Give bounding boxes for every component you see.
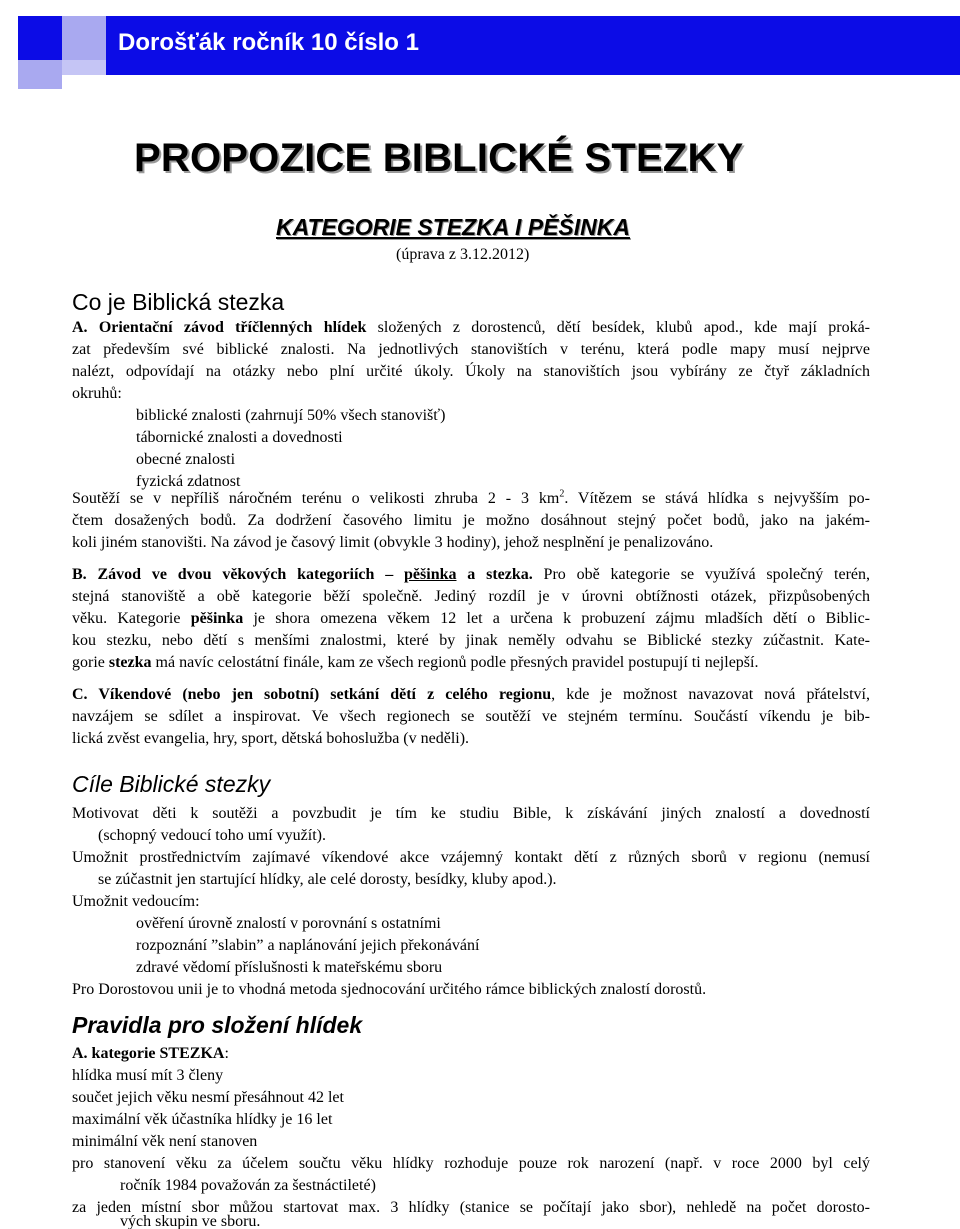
page-subtitle: KATEGORIE STEZKA I PĚŠINKA: [276, 214, 630, 240]
paragraph-line: se zúčastnit jen startující hlídky, ale celé dorosty, besídky, kluby apod.).: [98, 871, 557, 888]
list-item: minimální věk není stanoven: [72, 1133, 258, 1150]
list-item: za jeden místní sbor můžou startovat max. 3 hlídky (stanice se počítají jako sbor), nehledě na počet dorosto-: [72, 1199, 870, 1216]
text: . Vítězem se stává hlídka s nejvyšším po-: [564, 490, 871, 507]
section-heading: Cíle Biblické stezky: [72, 771, 271, 797]
label-b: B. Závod ve dvou věkových kategoriích: [72, 566, 375, 583]
list-item: ověření úrovně znalostí v porovnání s ostatními: [136, 915, 441, 932]
list-item: fyzická zdatnost: [136, 473, 241, 490]
list-item: biblické znalosti (zahrnují 50% všech stanovišť): [136, 407, 446, 424]
update-note: (úprava z 3.12.2012): [396, 246, 530, 263]
paragraph-line: Pro Dorostovou unii je to vhodná metoda sjednocování určitého rámce biblických znalostí dorostů.: [72, 981, 707, 998]
text: :: [224, 1045, 229, 1062]
paragraph-line: stejná stanoviště a obě kategorie běží společně. Jediný rozdíl je v úrovni obtížnosti otázek, přizpůsobených: [72, 588, 870, 605]
paragraph-line: navzájem se sdílet a inspirovat. Ve všech regionech se soutěží ve stejném termínu. Součástí víkendu je bib-: [72, 708, 870, 725]
logo-square: [18, 60, 62, 89]
paragraph-line: okruhů:: [72, 385, 122, 402]
text: je shora omezena věkem 12 let a určena k probuzení zájmu mladších dětí o Biblic-: [243, 610, 870, 627]
text: , kde je možnost navazovat nová přátelství,: [551, 686, 871, 703]
paragraph-line: čtem dosažených bodů. Za dodržení časového limitu je možno dosáhnout stejný počet bodů, jako na jakém-: [72, 512, 870, 529]
text: gorie: [72, 654, 109, 671]
label-c: C. Víkendové (nebo jen sobotní) setkání dětí z celého regionu: [72, 686, 552, 703]
term-pesinka: pěšinka: [404, 566, 457, 583]
text: Soutěží se v nepříliš náročném terénu o velikosti zhruba 2 - 3 km: [72, 490, 560, 507]
header-banner: [0, 0, 960, 88]
paragraph-line: [72, 317, 870, 338]
paragraph-line: koli jiném stanovišti. Na závod je časový limit (obvykle 3 hodiny), jehož nesplnění je penalizováno.: [72, 534, 714, 551]
list-item: zdravé vědomí příslušnosti k mateřskému sboru: [136, 959, 443, 976]
paragraph-line: zat především své biblické znalosti. Na jednotlivých stanovištích v terénu, která podle mapy musí nejprve: [72, 341, 870, 358]
list-item: pro stanovení věku za účelem součtu věku hlídky rozhoduje pouze rok narození (např. v roce 2000 byl celý: [72, 1155, 870, 1172]
paragraph-line: Motivovat děti k soutěži a povzbudit je tím ke studiu Bible, k získávání jiných znalostí a dovedností: [72, 805, 870, 822]
paragraph-line: lická zvěst evangelia, hry, sport, dětská bohoslužba (v neděli).: [72, 730, 470, 747]
logo-square: [62, 16, 106, 60]
text: věku. Kategorie: [72, 610, 191, 627]
paragraph-line: [72, 684, 870, 705]
list-item: maximální věk účastníka hlídky je 16 let: [72, 1111, 333, 1128]
term-pesinka: pěšinka: [190, 610, 244, 627]
paragraph-line: Umožnit prostřednictvím zajímavé víkendové akce vzájemný kontakt dětí z různých sborů v regionu (nemusí: [72, 849, 870, 866]
logo-square: [62, 60, 106, 75]
paragraph-line: [72, 652, 758, 673]
paragraph-line: kou stezku, nebo dětí s menšími znalostmi, které by jinak neměly odvahu se Biblické stezky zúčastnit. Kate-: [72, 632, 870, 649]
page-title: PROPOZICE BIBLICKÉ STEZKY: [134, 136, 744, 180]
text: má navíc celostátní finále, kam ze všech regionů podle přesných pravidel postupují ti nejlepší.: [151, 654, 759, 671]
superscript: 2: [559, 488, 565, 500]
term-stezka: stezka: [108, 654, 152, 671]
list-item-continuation: ročník 1984 považován za šestnáctileté): [120, 1177, 376, 1194]
logo-square: [18, 16, 62, 60]
label-a: A. Orientační závod tříčlenných hlídek: [72, 319, 367, 336]
category-label: A. kategorie STEZKA: [72, 1045, 225, 1062]
list-item: hlídka musí mít 3 členy: [72, 1067, 224, 1084]
list-item-continuation: vých skupin ve sboru.: [120, 1213, 261, 1229]
text: a: [456, 566, 487, 583]
paragraph-line: [72, 488, 870, 509]
paragraph-line: [72, 564, 870, 585]
text: –: [374, 566, 405, 583]
list-item: tábornické znalosti a dovednosti: [136, 429, 343, 446]
heading-text: Pravidla pro složení hlídek: [72, 1012, 363, 1038]
list-item: součet jejich věku nesmí přesáhnout 42 let: [72, 1089, 344, 1106]
paragraph-line: Umožnit vedoucím:: [72, 893, 200, 910]
text: Pro obě kategorie se využívá společný terén,: [532, 566, 870, 583]
list-item: obecné znalosti: [136, 451, 236, 468]
header-title: Dorošťák ročník 10 číslo 1: [118, 29, 419, 56]
section-heading: [72, 1012, 362, 1039]
section-heading: Co je Biblická stezka: [72, 289, 285, 315]
list-item: rozpoznání ”slabin” a naplánování jejich překonávání: [136, 937, 480, 954]
paragraph-line: (schopný vedoucí toho umí využít).: [98, 827, 326, 844]
paragraph-line: nalézt, odpovídají na otázky nebo plní určité úkoly. Úkoly na stanovištích jsou vybírány ze čtyř základních: [72, 363, 870, 380]
term-stezka: stezka.: [486, 566, 533, 583]
paragraph-line: [72, 1043, 229, 1064]
text: složených z dorostenců, dětí besídek, klubů apod., kde mají proká-: [366, 319, 871, 336]
paragraph-line: [72, 608, 870, 629]
